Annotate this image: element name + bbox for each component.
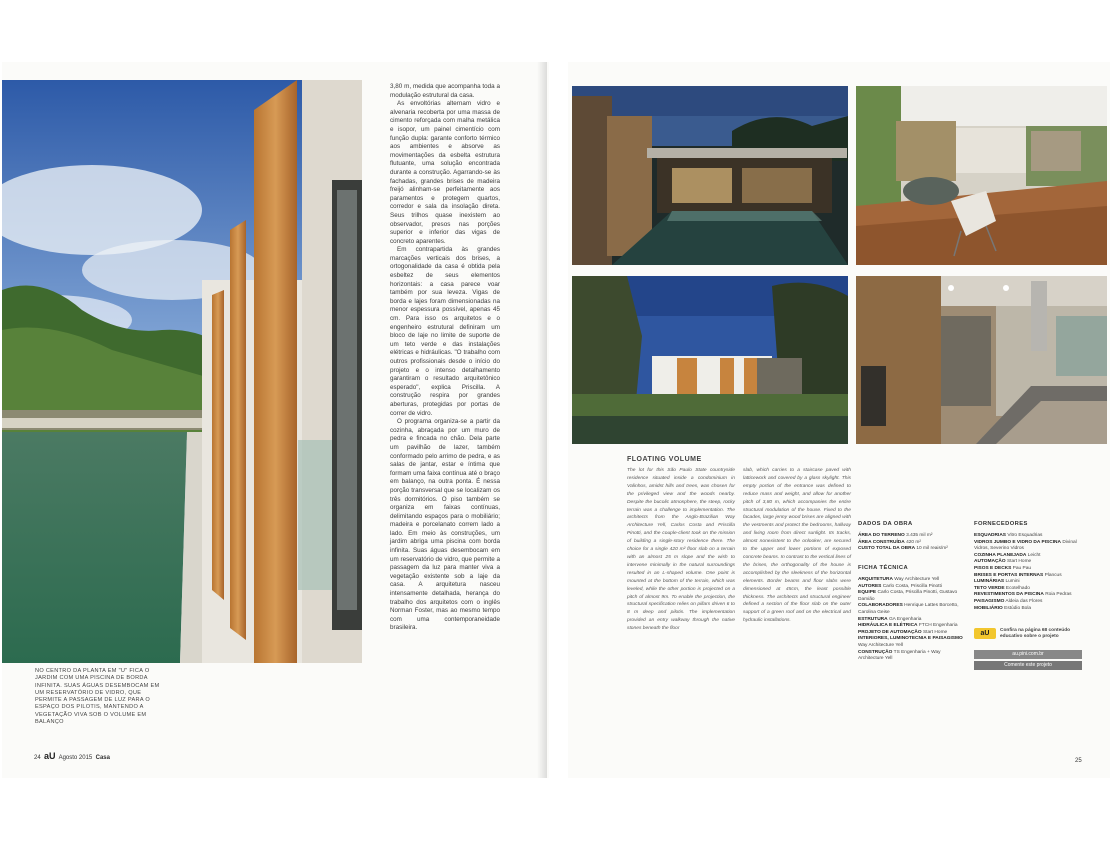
au-logo: aU [974,628,996,639]
english-text-column-1: The lot for this São Paulo State countryside residence situated inside a condominium in Valinhos, amidst hills and trees, was chosen for the privileged view and the woods nearby. Despite the bucolic atmosphere, the steep, rocky terrain was a challenge to implementation. The architects from the Anglo-Brazilian Way Architecture Yell, Carlos Costa and Priscilla Pinotti, and the couple-client took on the mission of building a single-story residence there. The choice for a single 420 m² floor slab on a terrain with an almost 25 m slope and the wish to intervene minimally in the natural surroundings resulted in an L-shaped volume. One point is mounted at the bottom of the terrain, which was leveled, while the other portion is projected on a pitch of almost 9m. To enable the projection, the structural specification relies on pillars driven 6 to 8 m deep and pilotis. The implementation provided an entry walkway through the native stones beneath the floor [627,468,735,632]
spec-row: COZINHA PLANEJADA Leicht [974,552,1041,558]
issue-date: Agosto 2015 [58,755,93,761]
ficha-title: FICHA TÉCNICA [858,565,909,571]
comment-link[interactable]: Comente este projeto [974,661,1082,670]
article-paragraph: As envoltórias alternam vidro e alvenaria recoberta por uma massa de cimento reforçada com malha metálica e isopor, um painel cimentício com função dupla: garante conforto térmico aos ambientes e absorve as movimentações da esbelta estrutura flutuante, uma solução encontrada durante a construção. Agarrando-se às fachadas, grandes brises de madeira freijó alinham-se perfeitamente aos paramentos e protegem quartos, corredor e sala da insolação direta. Seus trilhos quase inexistem ao observador, presos nas porções superior e inferior das vigas de concreto aparentes. [390,100,500,245]
spec-row: COLABORADORES Henrique Lattes Borcetto, Carolina Geise [858,603,959,615]
spec-row: MOBILIÁRIO Estúdio Bola [974,605,1032,611]
article-paragraph: 3,80 m, medida que acompanha toda a modulação estrutural da casa. [390,83,500,99]
spec-row: REVESTIMENTOS DA PISCINA Roia Pedras [974,592,1072,598]
promo-block [974,628,1084,640]
spec-row: HIDRÁULICA E ELÉTRICA FTCH Engenharia [858,623,958,629]
spec-row: PISOS E DECKS Pau Pau [974,565,1032,571]
spec-row: PROJETO DE AUTOMAÇÃO Start Home [858,629,948,635]
spec-row: CONSTRUÇÃO TS Engenharia + Way Architecture Yell [858,649,941,662]
spec-row: PAISAGISMO Aldeia das Flores [974,598,1043,604]
fornecedores-title: FORNECEDORES [974,521,1028,527]
article-paragraph: O programa organiza-se a partir da cozinha, abraçada por um muro de pedra e fincada no chão. Dela parte um pavilhão de lazer, também conformado pelo arrimo de pedra, e as salas de jantar, estar e íntima que formam uma faixa contínua até o braço em balanço, na outra ponta. É nessa porção transversal que se localizam os três dormitórios. O piso também se organiza em faixas contínuas, delimitando espaços para o mobiliário; madeira e porcelanato correm lado a lado. Em meio às construções, um jardim abriga uma piscina com borda infinita. Suas águas desembocam em um reservatório de vidro, que permite a passagem da luz para manter viva a vegetação existente sob a laje da casa. A arquitetura nasceu intensamente detalhada, herança do trabalho dos arquitetos com o inglês Norman Foster, mas ao mesmo tempo com uma contemporaneidade brasileira. [390,418,500,632]
spec-row: VIDROS JUMBO E VIDRO DA PISCINA Divinal Vidros, Severino Vidros [974,539,1077,552]
living-room-photo [856,86,1107,265]
pool-house-photo [2,80,362,663]
spec-row: ESQUADRIAS Vitro Esquadrias [974,533,1043,538]
ficha-list [858,577,966,663]
spec-row: TETO VERDE Ecotelhado [974,585,1030,591]
english-text-column-2: slab, which carries to a staircase paved with latticework and covered by a glass skylight. This empty portion of the entrance was defined to reduce mass and weight, and allow for another pitch of 3,80 m, which accompanies the entire structural modulation of the house. Fixed to the facades, large jenny wood brises are aligned with the vestments and protect the bedrooms, hallway and living room from direct sunlight. Its tracks, almost nonexistent to the onlooker, are secured to the upper and lower portions of exposed concrete beams. In contrast to the vertical lines of the brises, the orthogonality of the house is accomplished by the sleekness of the horizontal elements. Border beams and floor slabs were dimensioned at 45cm, the least possible thickness. The architects and structural engineer defined a section of the floor slab on the outer support of a green roof and on the electrical and hydraulic installations. [743,468,851,624]
article-paragraph: Em contrapartida às grandes marcações verticais dos brises, a ortogonalidade da casa é obtida pela esbeltez de seus elementos horizontais: a casa parece voar também por sua leveza. Vigas de borda e lajes foram dimensionadas na menor espessura possível, apenas 45 cm. Para isso os arquitetos e o engenheiro estrutural definiram um bloco de laje no limite de suporte de um teto verde e das instalações elétricas e hidráulicas. "O trabalho com outros profissionais desde o início do projeto e o intenso detalhamento garantiram o resultado arquitetônico esperado", explica Priscilla. A construção respira por grandes aberturas, protegidas por portas de correr de vidro. [390,246,500,417]
english-section-title: FLOATING VOLUME [627,456,702,463]
spec-row: INTERIORES, LUMINOTECNIA E PAISAGISMO Way Architecture Yell [858,636,963,648]
section-name: Casa [95,755,110,761]
au-logo: aU [44,751,56,761]
pini-url-link[interactable]: au.pini.com.br [974,650,1082,659]
promo-text: Confira na página 68 conteúdo educativo sobre o projeto [1000,628,1071,639]
page-number: 25 [1075,758,1082,764]
spec-row: ARQUITETURA Way Architecture Yell [858,577,940,582]
spec-row: ESTRUTURA GA Engenharia [858,616,922,622]
kitchen-photo [856,276,1107,444]
exterior-dusk-photo [572,276,848,444]
spec-row: AUTORES Carlo Costa, Priscilla Pinotti [858,583,942,589]
dados-list [858,533,966,553]
left-folio [34,751,110,761]
dados-title: DADOS DA OBRA [858,521,913,527]
page-number: 24 [34,755,41,761]
courtyard-dusk-photo [572,86,848,265]
spec-row: LUMINÁRIAS Lumini [974,579,1020,585]
spec-row: EQUIPE Carlo Costa, Priscilla Pinotti, Gustavo Damião [858,590,958,602]
photo-caption: NO CENTRO DA PLANTA EM "U" FICA O JARDIM COM UMA PISCINA DE BORDA INFINITA. SUAS ÁGUAS DESEMBOCAM EM UM RESERVATÓRIO DE VIDRO, QUE PERMITE A PASSAGEM DE LUZ PARA O ESPAÇO DOS PILOTIS, MANTENDO A VEGETAÇÃO VIVA SOB O VOLUME EM BALANÇO [35,668,160,726]
spec-row: ÁREA CONSTRUÍDA 420 m² [858,539,922,545]
spec-row: ÁREA DO TERRENO 3.435 mil m² [858,533,933,538]
spec-row: BRISES E PORTAS INTERNAS Plancus [974,572,1062,578]
gutter-shadow-left [537,62,547,778]
spec-row: AUTOMAÇÃO Start Home [974,559,1032,565]
article-column [390,83,500,633]
fornecedores-list [974,533,1084,612]
spec-row: CUSTO TOTAL DA OBRA 10 mil reais/m² [858,546,948,552]
